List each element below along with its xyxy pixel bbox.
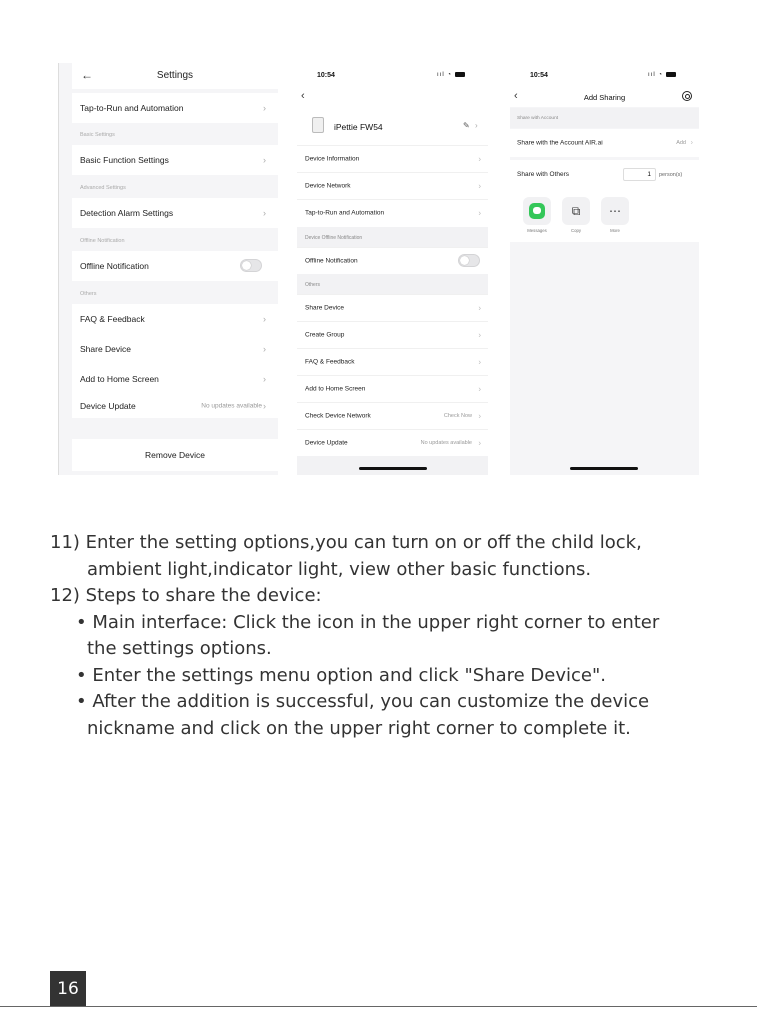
row-label: Share Device	[305, 304, 345, 312]
chevron-right-icon: ›	[690, 139, 693, 147]
device-name: iPettie FW54	[334, 122, 383, 132]
instruction-line: the settings options.	[87, 638, 272, 659]
add-home-row[interactable]	[297, 375, 488, 402]
chevron-right-icon: ›	[263, 314, 266, 324]
chevron-right-icon: ›	[478, 181, 481, 191]
offline-notification-row	[297, 247, 488, 274]
section-header-advanced: Advanced Settings	[80, 185, 126, 191]
device-update-status: No updates available	[201, 402, 262, 410]
back-arrow-icon[interactable]: ←	[81, 68, 93, 82]
copy-label: Copy	[570, 228, 582, 233]
chevron-right-icon: ›	[263, 374, 266, 384]
basic-function-row[interactable]	[72, 145, 278, 175]
row-label: Share with the Account AIR.ai	[517, 139, 603, 147]
chevron-right-icon: ›	[478, 357, 481, 367]
home-indicator	[570, 467, 638, 470]
row-label: FAQ & Feedback	[305, 358, 355, 366]
chevron-right-icon: ›	[478, 384, 481, 394]
detection-alarm-row[interactable]	[72, 198, 278, 228]
chevron-right-icon: ›	[478, 154, 481, 164]
chevron-right-icon: ›	[478, 411, 481, 421]
footer-divider	[0, 1006, 757, 1007]
messages-label: Messages	[527, 228, 547, 233]
page-title: Settings	[156, 70, 194, 81]
faq-row[interactable]	[72, 304, 278, 334]
settings-header	[72, 63, 278, 89]
remove-device-button[interactable]	[72, 439, 278, 471]
device-update-status: No updates available	[420, 440, 472, 446]
share-others-panel	[510, 160, 699, 242]
row-label: Basic Function Settings	[80, 155, 169, 165]
row-label: Add to Home Screen	[80, 374, 159, 384]
row-label: Tap-to-Run and Automation	[305, 209, 385, 217]
section-header-basic: Basic Settings	[80, 132, 115, 138]
row-label: Create Group	[305, 331, 345, 339]
device-network-row[interactable]	[297, 172, 488, 199]
battery-icon	[666, 72, 676, 77]
row-label: Share Device	[80, 344, 132, 354]
device-thumbnail-icon	[312, 117, 324, 133]
status-icons: ııl ◔	[437, 72, 465, 78]
chevron-right-icon: ›	[478, 208, 481, 218]
check-now-link: Check Now	[443, 413, 472, 419]
chevron-right-icon: ›	[263, 155, 266, 165]
status-time: 10:54	[530, 72, 548, 79]
status-time: 10:54	[317, 72, 335, 79]
instruction-line: 12) Steps to share the device:	[50, 585, 322, 606]
faq-row[interactable]	[297, 348, 488, 375]
settings-gear-icon[interactable]	[682, 91, 692, 101]
chevron-right-icon: ›	[263, 401, 266, 411]
row-label: Add to Home Screen	[305, 385, 366, 393]
edit-pencil-icon[interactable]: ✎	[463, 121, 470, 130]
page-title: Add Sharing	[583, 93, 626, 102]
settings-screenshot	[58, 63, 278, 475]
row-label: Offline Notification	[305, 257, 358, 265]
row-label: Detection Alarm Settings	[80, 208, 174, 218]
share-device-row[interactable]	[297, 294, 488, 321]
top-bar	[510, 63, 699, 107]
count-unit: person(s)	[659, 172, 683, 178]
messages-icon	[529, 203, 545, 219]
create-group-row[interactable]	[297, 321, 488, 348]
instructions-text	[50, 530, 740, 742]
instruction-line: nickname and click on the upper right corner to complete it.	[87, 717, 631, 739]
remove-device-label: Remove Device	[145, 450, 205, 460]
instruction-bullet: • After the addition is successful, you can customize the device	[76, 691, 650, 712]
section-header-offline: Device Offline Notification	[297, 227, 488, 247]
more-share-button[interactable]	[601, 197, 629, 225]
tap-to-run-row[interactable]	[297, 199, 488, 226]
bottom-padding	[297, 456, 488, 475]
offline-notification-toggle[interactable]	[240, 259, 262, 272]
chevron-right-icon: ›	[263, 344, 266, 354]
section-header-offline: Offline Notification	[80, 238, 125, 244]
share-device-row[interactable]	[72, 334, 278, 364]
row-label: Offline Notification	[80, 261, 149, 271]
row-label: FAQ & Feedback	[80, 314, 145, 324]
back-chevron-icon[interactable]: ‹	[301, 90, 305, 102]
instruction-bullet: • Main interface: Click the icon in the upper right corner to enter	[76, 611, 660, 633]
device-update-row[interactable]	[72, 394, 278, 418]
offline-notification-toggle[interactable]	[458, 254, 480, 267]
instruction-line: ambient light,indicator light, view other basic functions.	[87, 558, 592, 580]
row-label: Tap-to-Run and Automation	[80, 103, 184, 113]
chevron-right-icon: ›	[478, 438, 481, 448]
more-icon: ⋯	[609, 204, 621, 218]
messages-share-button[interactable]	[523, 197, 551, 225]
person-count-input[interactable]: 1	[623, 168, 656, 181]
tap-to-run-row[interactable]	[72, 93, 278, 123]
instruction-bullet: • Enter the settings menu option and click "Share Device".	[76, 664, 606, 686]
page-number: 16	[50, 971, 86, 1007]
row-label: Device Network	[305, 182, 351, 190]
row-label: Device Update	[80, 401, 136, 411]
share-account-row[interactable]	[510, 129, 699, 157]
add-link[interactable]: Add	[676, 140, 686, 146]
add-home-row[interactable]	[72, 364, 278, 394]
chevron-right-icon: ›	[263, 103, 266, 113]
battery-icon	[455, 72, 465, 77]
copy-icon: ⧉	[571, 204, 581, 218]
status-icons: ııl ◔	[648, 72, 676, 78]
add-sharing-screenshot	[510, 63, 699, 475]
share-others-label: Share with Others	[517, 171, 570, 178]
back-chevron-icon[interactable]: ‹	[514, 90, 518, 102]
chevron-right-icon: ›	[478, 330, 481, 340]
device-update-row[interactable]	[297, 429, 488, 456]
chevron-right-icon[interactable]: ›	[475, 121, 478, 130]
row-label: Check Device Network	[305, 412, 371, 420]
offline-notification-row	[72, 251, 278, 281]
device-information-row[interactable]	[297, 145, 488, 172]
copy-share-button[interactable]	[562, 197, 590, 225]
home-indicator	[359, 467, 427, 470]
device-screenshot	[297, 63, 488, 475]
chevron-right-icon: ›	[263, 208, 266, 218]
row-label: Device Information	[305, 155, 360, 163]
chevron-right-icon: ›	[478, 303, 481, 313]
section-header-account: Share with Account	[510, 108, 699, 128]
more-label: More	[610, 228, 620, 233]
check-network-row[interactable]	[297, 402, 488, 429]
section-header-others: Others	[297, 274, 488, 294]
instruction-line: 11) Enter the setting options,you can turn on or off the child lock,	[50, 532, 642, 553]
row-label: Device Update	[305, 439, 348, 447]
section-header-others: Others	[80, 291, 97, 297]
